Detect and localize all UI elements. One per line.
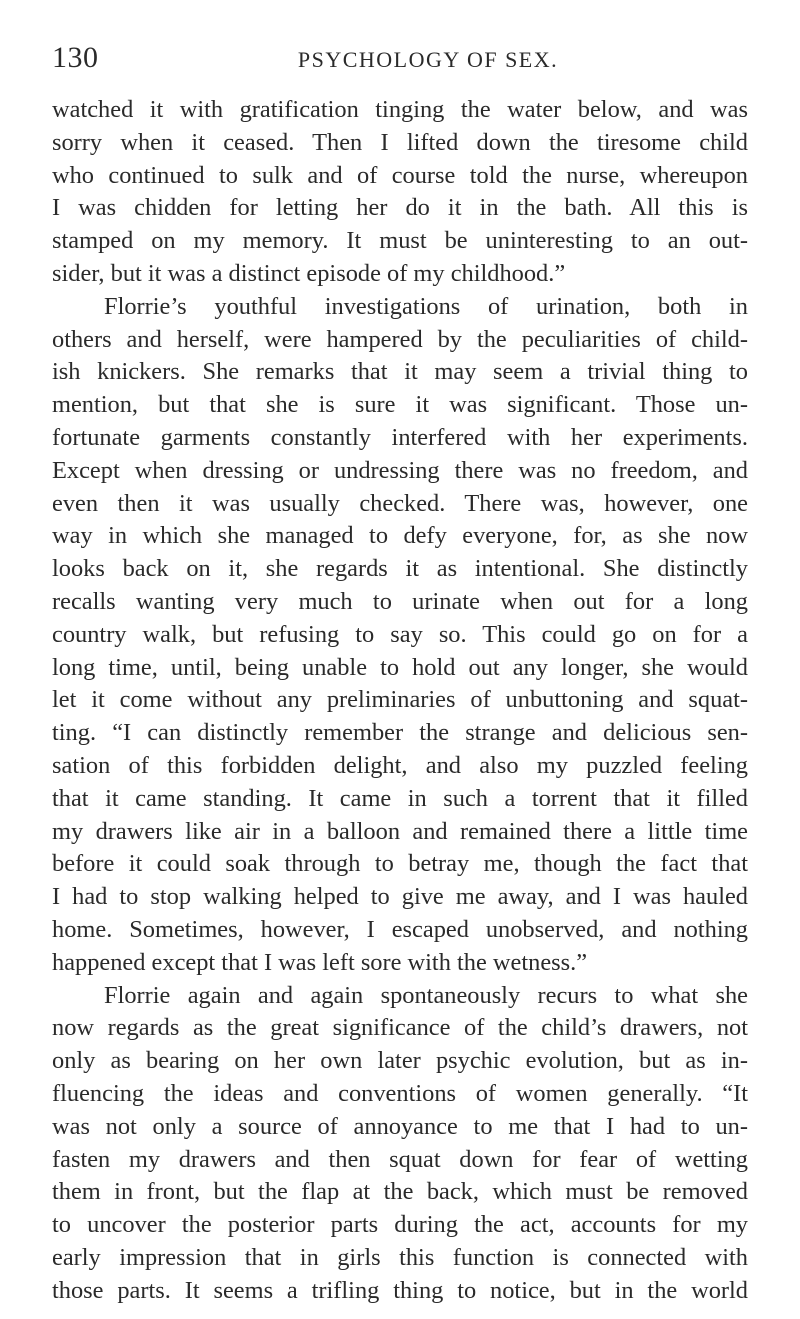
text-line: let it come without any preliminaries of unbuttoning and squat- (52, 686, 748, 714)
running-title: PSYCHOLOGY OF SEX. (297, 47, 559, 72)
text-line: I was chidden for letting her do it in the bath. All this is (52, 194, 748, 222)
paragraph-start-line: Florrie again and again spontaneously recurs to what she (104, 981, 748, 1009)
text-line: now regards as the great significance of the child’s drawers, not (52, 1014, 748, 1042)
text-line: fluencing the ideas and conventions of women generally. “It (52, 1079, 748, 1107)
text-line: Except when dressing or undressing there was no freedom, and (52, 456, 748, 484)
text-line: sider, but it was a distinct episode of my childhood.” (52, 259, 566, 287)
page-number: 130 (52, 41, 99, 74)
text-line: country walk, but refusing to say so. This could go on for a (52, 620, 748, 648)
text-line: happened except that I was left sore with the wetness.” (52, 948, 588, 976)
text-line: fortunate garments constantly interfered with her experiments. (52, 423, 748, 451)
text-line: watched it with gratification tinging the water below, and was (52, 96, 748, 123)
body-text (52, 94, 748, 1307)
text-line: early impression that in girls this function is connected with (52, 1243, 748, 1271)
text-line: ish knickers. She remarks that it may seem a trivial thing to (52, 358, 748, 386)
text-line: my drawers like air in a balloon and remained there a little time (52, 817, 748, 845)
text-line: long time, until, being unable to hold out any longer, she would (52, 653, 748, 681)
text-line: them in front, but the flap at the back, which must be removed (52, 1178, 748, 1206)
text-line: only as bearing on her own later psychic evolution, but as in- (52, 1047, 748, 1075)
paragraph-start-line: Florrie’s youthful investigations of urination, both in (104, 292, 748, 320)
text-line: way in which she managed to defy everyone, for, as she now (52, 522, 748, 550)
text-line: who continued to sulk and of course told the nurse, whereupon (52, 161, 748, 189)
text-line: even then it was usually checked. There was, however, one (52, 489, 748, 517)
text-line: before it could soak through to betray me, though the fact that (52, 850, 748, 878)
text-line: ting. “I can distinctly remember the strange and delicious sen- (52, 719, 748, 747)
text-line: fasten my drawers and then squat down for fear of wetting (52, 1145, 748, 1173)
text-line: to uncover the posterior parts during the act, accounts for my (52, 1211, 748, 1239)
text-line: mention, but that she is sure it was significant. Those un- (52, 391, 748, 419)
text-line: those parts. It seems a trifling thing to notice, but in the world (52, 1276, 748, 1304)
text-line: stamped on my memory. It must be uninteresting to an out- (52, 227, 748, 255)
running-head (52, 38, 744, 78)
text-line: I had to stop walking helped to give me away, and I was hauled (52, 883, 748, 911)
text-line: home. Sometimes, however, I escaped unobserved, and nothing (52, 915, 748, 943)
text-line: others and herself, were hampered by the peculiarities of child- (52, 325, 748, 353)
text-line: sorry when it ceased. Then I lifted down the tiresome child (52, 128, 748, 156)
text-line: sation of this forbidden delight, and also my puzzled feeling (52, 751, 748, 779)
text-line: looks back on it, she regards it as intentional. She distinctly (52, 555, 748, 583)
text-line: recalls wanting very much to urinate when out for a long (52, 587, 748, 615)
text-line: was not only a source of annoyance to me that I had to un- (52, 1112, 748, 1140)
text-line: that it came standing. It came in such a torrent that it filled (52, 784, 748, 812)
